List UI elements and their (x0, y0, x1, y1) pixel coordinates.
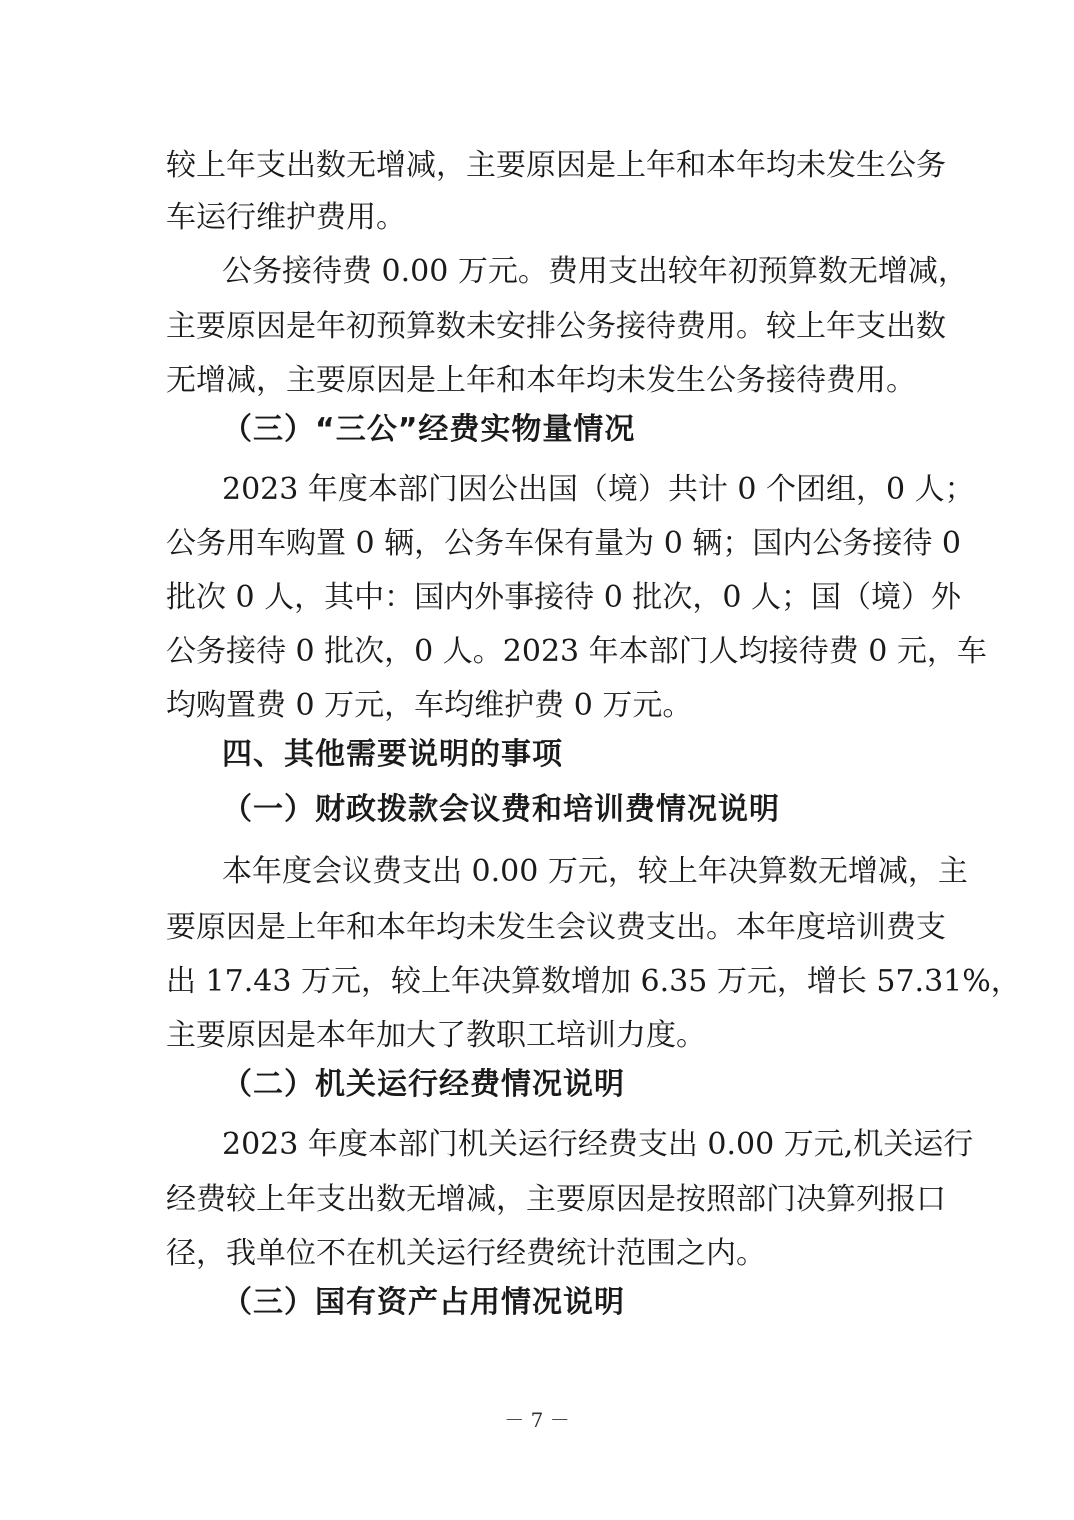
paragraph-line: 径，我单位不在机关运行经费统计范围之内。 (166, 1236, 766, 1271)
paragraph-line: 主要原因是本年加大了教职工培训力度。 (166, 1018, 706, 1053)
paragraph-line: 本年度会议费支出 0.00 万元，较上年决算数无增减，主 (222, 854, 968, 889)
paragraph-line: 较上年支出数无增减，主要原因是上年和本年均未发生公务 (166, 148, 946, 183)
paragraph-line: 公务用车购置 0 辆，公务车保有量为 0 辆；国内公务接待 0 (166, 526, 961, 561)
subsection-heading: （三）国有资产占用情况说明 (222, 1285, 625, 1320)
section-heading: （三）“三公”经费实物量情况 (222, 412, 636, 447)
paragraph-line: 要原因是上年和本年均未发生会议费支出。本年度培训费支 (166, 910, 946, 945)
paragraph-line: 无增减，主要原因是上年和本年均未发生公务接待费用。 (166, 363, 916, 398)
page-number: － 7 － (504, 1408, 570, 1432)
paragraph-line: 出 17.43 万元，较上年决算数增加 6.35 万元，增长 57.31%， (166, 964, 1021, 999)
section-heading: 四、其他需要说明的事项 (222, 737, 563, 772)
subsection-heading: （一）财政拨款会议费和培训费情况说明 (222, 792, 780, 827)
subsection-heading: （二）机关运行经费情况说明 (222, 1067, 625, 1102)
paragraph-line: 主要原因是年初预算数未安排公务接待费用。较上年支出数 (166, 309, 946, 344)
paragraph-line: 批次 0 人，其中：国内外事接待 0 批次，0 人；国（境）外 (166, 580, 961, 615)
paragraph-line: 公务接待 0 批次，0 人。2023 年本部门人均接待费 0 元，车 (166, 634, 987, 669)
paragraph-line: 公务接待费 0.00 万元。费用支出较年初预算数无增减， (222, 254, 968, 289)
paragraph-line: 2023 年度本部门因公出国（境）共计 0 个团组，0 人； (222, 472, 975, 507)
paragraph-line: 经费较上年支出数无增减，主要原因是按照部门决算列报口 (166, 1182, 946, 1217)
paragraph-line: 2023 年度本部门机关运行经费支出 0.00 万元,机关运行 (222, 1127, 974, 1162)
paragraph-line: 车运行维护费用。 (166, 200, 406, 235)
paragraph-line: 均购置费 0 万元，车均维护费 0 万元。 (166, 688, 693, 723)
